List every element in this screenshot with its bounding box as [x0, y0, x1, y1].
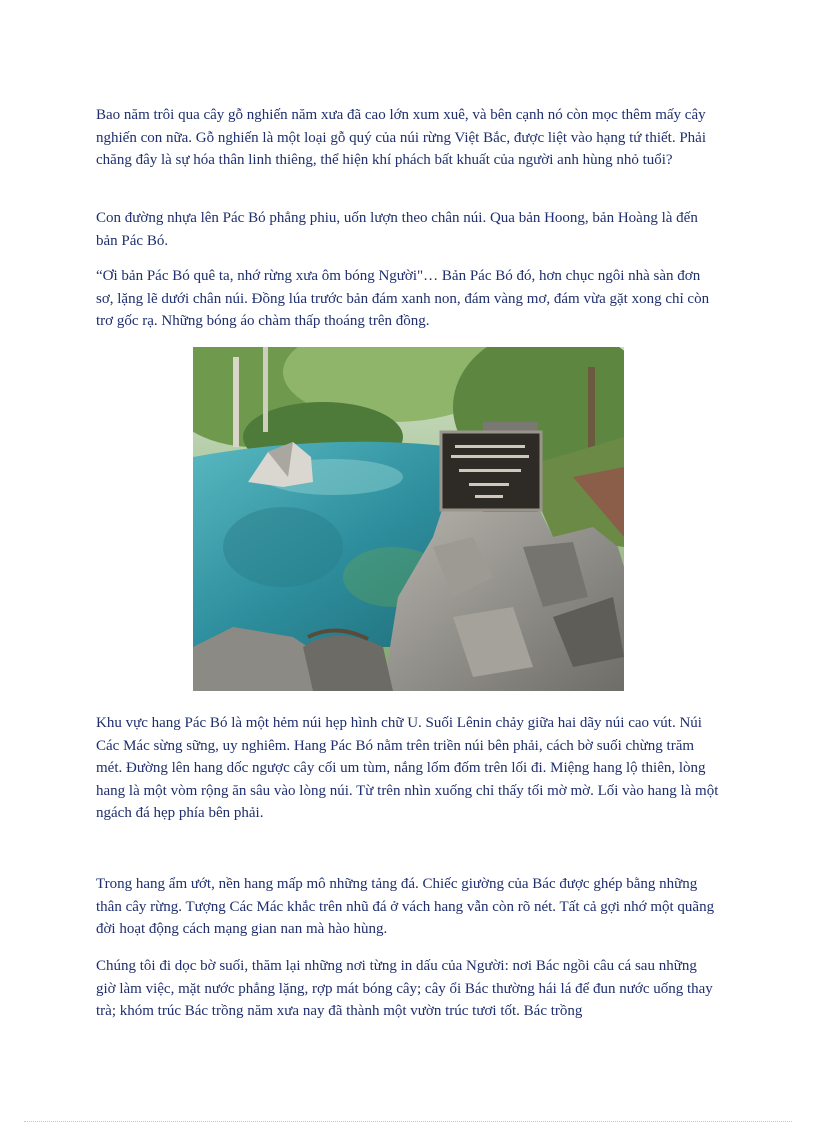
- paragraph-6: Chúng tôi đi dọc bờ suối, thăm lại những nơi từng in dấu của Người: nơi Bác ngồi câu cá sau những giờ làm việc, mặt nước phẳng lặng, rợp mát bóng cây; cây ổi Bác thường hái lá để đun nước uống thay trà; khóm trúc Bác trồng năm xưa nay đã thành một vườn trúc tươi tốt. Bác trồng: [96, 958, 713, 1019]
- stream-photo: [193, 347, 624, 691]
- paragraph-3: “Ơi bản Pác Bó quê ta, nhớ rừng xưa ôm bóng Người"… Bản Pác Bó đó, hơn chục ngôi nhà sàn đơn sơ, lặng lẽ dưới chân núi. Đồng lúa trước bản đám xanh non, đám vàng mơ, đám vừa gặt xong chỉ còn trơ gốc rạ. Những bóng áo chàm thấp thoáng trên đồng.: [96, 268, 710, 329]
- paragraph-2: Con đường nhựa lên Pác Bó phẳng phiu, uốn lượn theo chân núi. Qua bản Hoong, bản Hoàng là đến bản Pác Bó.: [96, 210, 698, 249]
- page-bottom-rule: [24, 1121, 792, 1122]
- paragraph-5: Trong hang ẩm ướt, nền hang mấp mô những tảng đá. Chiếc giường của Bác được ghép bằng những thân cây rừng. Tượng Các Mác khắc trên nhũ đá ở vách hang vẫn còn rõ nét. Tất cả gợi nhớ một quãng đời hoạt động cách mạng gian nan mà hào hùng.: [96, 876, 715, 937]
- paragraph-1: Bao năm trôi qua cây gỗ nghiến năm xưa đã cao lớn xum xuê, và bên cạnh nó còn mọc thêm mấy cây nghiến con nữa. Gỗ nghiến là một loại gỗ quý của núi rừng Việt Bắc, được liệt vào hạng tứ thiết. Phải chăng đây là sự hóa thân linh thiêng, thể hiện khí phách bất khuất của người anh hùng nhỏ tuổi?: [96, 107, 706, 168]
- paragraph-4: Khu vực hang Pác Bó là một hẻm núi hẹp hình chữ U. Suối Lênin chảy giữa hai dãy núi cao vút. Núi Các Mác sừng sững, uy nghiêm. Hang Pác Bó nằm trên triền núi bên phải, cách bờ suối chừng trăm mét. Đường lên hang dốc ngược cây cối um tùm, nắng lốm đốm trên lối đi. Miệng hang lộ thiên, lòng hang là một vòm rộng ăn sâu vào lòng núi. Từ trên nhìn xuống chỉ thấy tối mờ mờ. Lối vào hang là một ngách đá hẹp phía bên phải.: [96, 715, 719, 821]
